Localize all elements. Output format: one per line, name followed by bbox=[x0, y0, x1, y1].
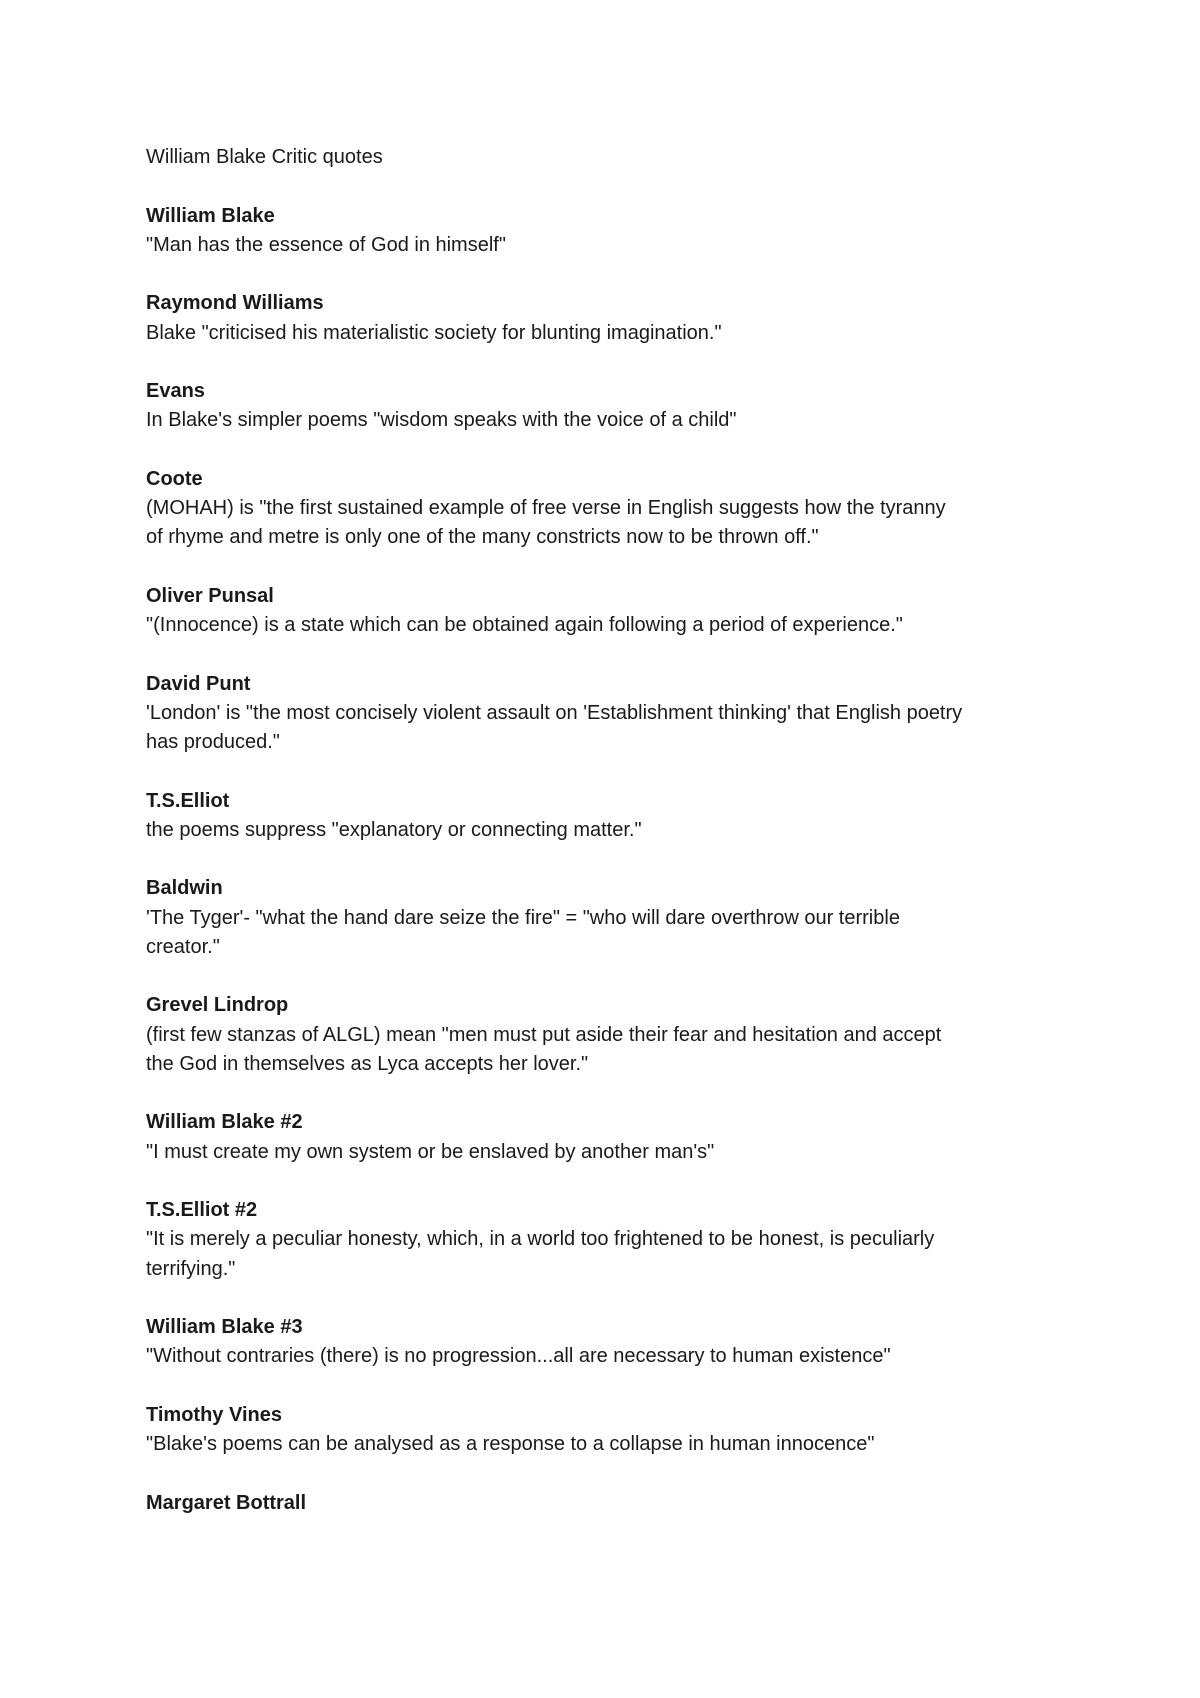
critic-name: William Blake bbox=[146, 204, 275, 227]
critic-name: Evans bbox=[146, 380, 205, 402]
critic-name: T.S.Elliot bbox=[146, 789, 230, 812]
quote-text: the God in themselves as Lyca accepts her lover." bbox=[146, 1052, 589, 1075]
quote-entry bbox=[146, 1196, 1146, 1284]
critic-name: Margaret Bottrall bbox=[146, 1491, 307, 1514]
quote-text: "(Innocence) is a state which can be obtained again following a period of experience." bbox=[146, 614, 903, 636]
quote-text: Blake "criticised his materialistic society for blunting imagination." bbox=[146, 321, 722, 344]
critic-name: Oliver Punsal bbox=[146, 584, 274, 607]
quote-entry bbox=[146, 289, 1146, 348]
critic-name: T.S.Elliot #2 bbox=[146, 1199, 258, 1221]
quote-text: In Blake's simpler poems "wisdom speaks with the voice of a child" bbox=[146, 409, 737, 432]
quote-entry bbox=[146, 670, 1146, 758]
quote-entry bbox=[146, 874, 1146, 962]
critic-name: Grevel Lindrop bbox=[146, 994, 289, 1017]
quote-text: "I must create my own system or be enslaved by another man's" bbox=[146, 1140, 715, 1163]
quote-text: 'The Tyger'- "what the hand dare seize the fire" = "who will dare overthrow our terrible bbox=[146, 906, 900, 929]
quote-text: "Man has the essence of God in himself" bbox=[146, 233, 506, 256]
document-title: William Blake Critic quotes bbox=[146, 146, 383, 168]
quote-text: "Blake's poems can be analysed as a response to a collapse in human innocence" bbox=[146, 1433, 875, 1455]
quote-list bbox=[146, 202, 1146, 1518]
critic-name: David Punt bbox=[146, 672, 251, 695]
critic-name: William Blake #3 bbox=[146, 1316, 303, 1338]
critic-name: Coote bbox=[146, 467, 203, 490]
critic-name: Baldwin bbox=[146, 877, 223, 900]
quote-text: "It is merely a peculiar honesty, which, in a world too frightened to be honest, is peculiarly bbox=[146, 1228, 935, 1251]
quote-entry bbox=[146, 787, 1146, 846]
quote-text: creator." bbox=[146, 935, 220, 958]
quote-text: (first few stanzas of ALGL) mean "men must put aside their fear and hesitation and accept bbox=[146, 1023, 942, 1046]
quote-entry bbox=[146, 465, 1146, 553]
quote-text: of rhyme and metre is only one of the many constricts now to be thrown off." bbox=[146, 526, 819, 549]
critic-name: Raymond Williams bbox=[146, 292, 324, 315]
quote-entry bbox=[146, 582, 1146, 641]
critic-name: William Blake #2 bbox=[146, 1111, 303, 1134]
quote-entry bbox=[146, 202, 1146, 261]
quote-entry bbox=[146, 1489, 1146, 1518]
quote-entry bbox=[146, 991, 1146, 1079]
quote-text: the poems suppress "explanatory or connecting matter." bbox=[146, 818, 642, 841]
quote-entry bbox=[146, 377, 1146, 436]
quote-text: "Without contraries (there) is no progression...all are necessary to human existence" bbox=[146, 1345, 891, 1368]
quote-entry bbox=[146, 1313, 1146, 1372]
quote-entry bbox=[146, 1401, 1146, 1460]
quote-text: (MOHAH) is "the first sustained example of free verse in English suggests how the tyranny bbox=[146, 497, 946, 519]
quote-text: terrifying." bbox=[146, 1257, 236, 1280]
quote-entry bbox=[146, 1108, 1146, 1167]
quote-text: has produced." bbox=[146, 731, 280, 753]
quote-text: 'London' is "the most concisely violent assault on 'Establishment thinking' that English poetry bbox=[146, 701, 963, 724]
document-page bbox=[146, 143, 1146, 1547]
critic-name: Timothy Vines bbox=[146, 1403, 282, 1426]
